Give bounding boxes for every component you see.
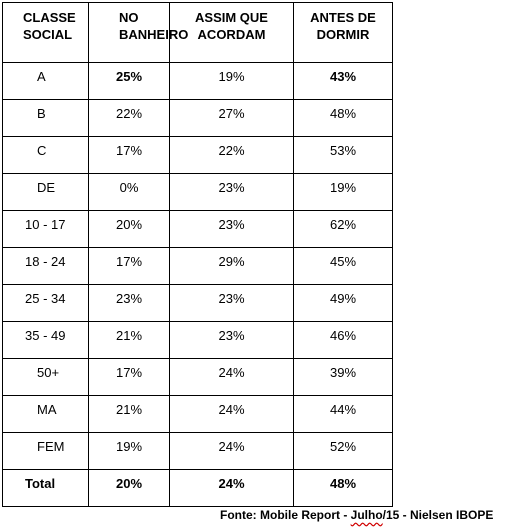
cell-acordam: 23% xyxy=(170,211,294,248)
table-row xyxy=(3,285,393,322)
cell-dormir: 39% xyxy=(294,359,393,396)
cell-dormir: 43% xyxy=(294,63,393,100)
table-row xyxy=(3,322,393,359)
header-row xyxy=(3,3,393,63)
cell-acordam-total: 24% xyxy=(170,470,294,507)
table-row xyxy=(3,137,393,174)
cell-banheiro: 17% xyxy=(89,248,170,285)
cell-banheiro: 0% xyxy=(89,174,170,211)
cell-classe: 25 - 34 xyxy=(3,285,89,322)
cell-banheiro: 20% xyxy=(89,211,170,248)
cell-banheiro: 21% xyxy=(89,322,170,359)
source-month: Julho xyxy=(350,508,383,522)
cell-dormir: 19% xyxy=(294,174,393,211)
cell-dormir: 44% xyxy=(294,396,393,433)
cell-acordam: 23% xyxy=(170,285,294,322)
table-row xyxy=(3,211,393,248)
header-classe-social xyxy=(3,3,89,63)
table-row xyxy=(3,359,393,396)
report-table xyxy=(2,2,393,507)
cell-acordam: 22% xyxy=(170,137,294,174)
cell-classe: DE xyxy=(3,174,89,211)
header-line: CLASSE xyxy=(23,10,76,25)
cell-banheiro: 17% xyxy=(89,359,170,396)
table-row xyxy=(3,100,393,137)
cell-dormir: 53% xyxy=(294,137,393,174)
cell-banheiro-total: 20% xyxy=(89,470,170,507)
cell-acordam: 19% xyxy=(170,63,294,100)
cell-classe: MA xyxy=(3,396,89,433)
header-line: BANHEIRO xyxy=(119,27,189,42)
cell-dormir: 46% xyxy=(294,322,393,359)
header-line: SOCIAL xyxy=(23,27,73,42)
header-line: ANTES DE xyxy=(310,10,376,25)
table-row xyxy=(3,396,393,433)
source-caption xyxy=(220,508,493,522)
cell-dormir: 48% xyxy=(294,100,393,137)
header-line: ACORDAM xyxy=(197,27,266,42)
cell-classe: 18 - 24 xyxy=(3,248,89,285)
cell-acordam: 24% xyxy=(170,359,294,396)
cell-banheiro: 25% xyxy=(89,63,170,100)
cell-acordam: 24% xyxy=(170,433,294,470)
header-assim-que-acordam xyxy=(170,3,294,63)
table-row xyxy=(3,63,393,100)
cell-acordam: 27% xyxy=(170,100,294,137)
cell-dormir: 52% xyxy=(294,433,393,470)
cell-banheiro: 23% xyxy=(89,285,170,322)
source-prefix: Fonte: Mobile Report - xyxy=(220,508,351,522)
cell-acordam: 24% xyxy=(170,396,294,433)
header-line: DORMIR xyxy=(316,27,370,42)
cell-dormir: 62% xyxy=(294,211,393,248)
cell-classe: A xyxy=(3,63,89,100)
header-line: ASSIM QUE xyxy=(195,10,268,25)
cell-classe-total: Total xyxy=(3,470,89,507)
cell-classe: FEM xyxy=(3,433,89,470)
header-antes-de-dormir xyxy=(294,3,393,63)
cell-banheiro: 21% xyxy=(89,396,170,433)
cell-dormir: 45% xyxy=(294,248,393,285)
header-no-banheiro xyxy=(89,3,189,63)
cell-classe: 10 - 17 xyxy=(3,211,89,248)
cell-banheiro: 22% xyxy=(89,100,170,137)
cell-acordam: 23% xyxy=(170,174,294,211)
cell-classe: 50+ xyxy=(3,359,89,396)
cell-banheiro: 19% xyxy=(89,433,170,470)
cell-classe: B xyxy=(3,100,89,137)
cell-acordam: 29% xyxy=(170,248,294,285)
cell-classe: C xyxy=(3,137,89,174)
cell-banheiro: 17% xyxy=(89,137,170,174)
total-row xyxy=(3,470,393,507)
cell-dormir-total: 48% xyxy=(294,470,393,507)
cell-dormir: 49% xyxy=(294,285,393,322)
cell-classe: 35 - 49 xyxy=(3,322,89,359)
table-row xyxy=(3,174,393,211)
source-suffix: /15 - Nielsen IBOPE xyxy=(382,508,494,522)
table-row xyxy=(3,433,393,470)
table-row xyxy=(3,248,393,285)
header-line: NO xyxy=(119,10,139,25)
cell-acordam: 23% xyxy=(170,322,294,359)
